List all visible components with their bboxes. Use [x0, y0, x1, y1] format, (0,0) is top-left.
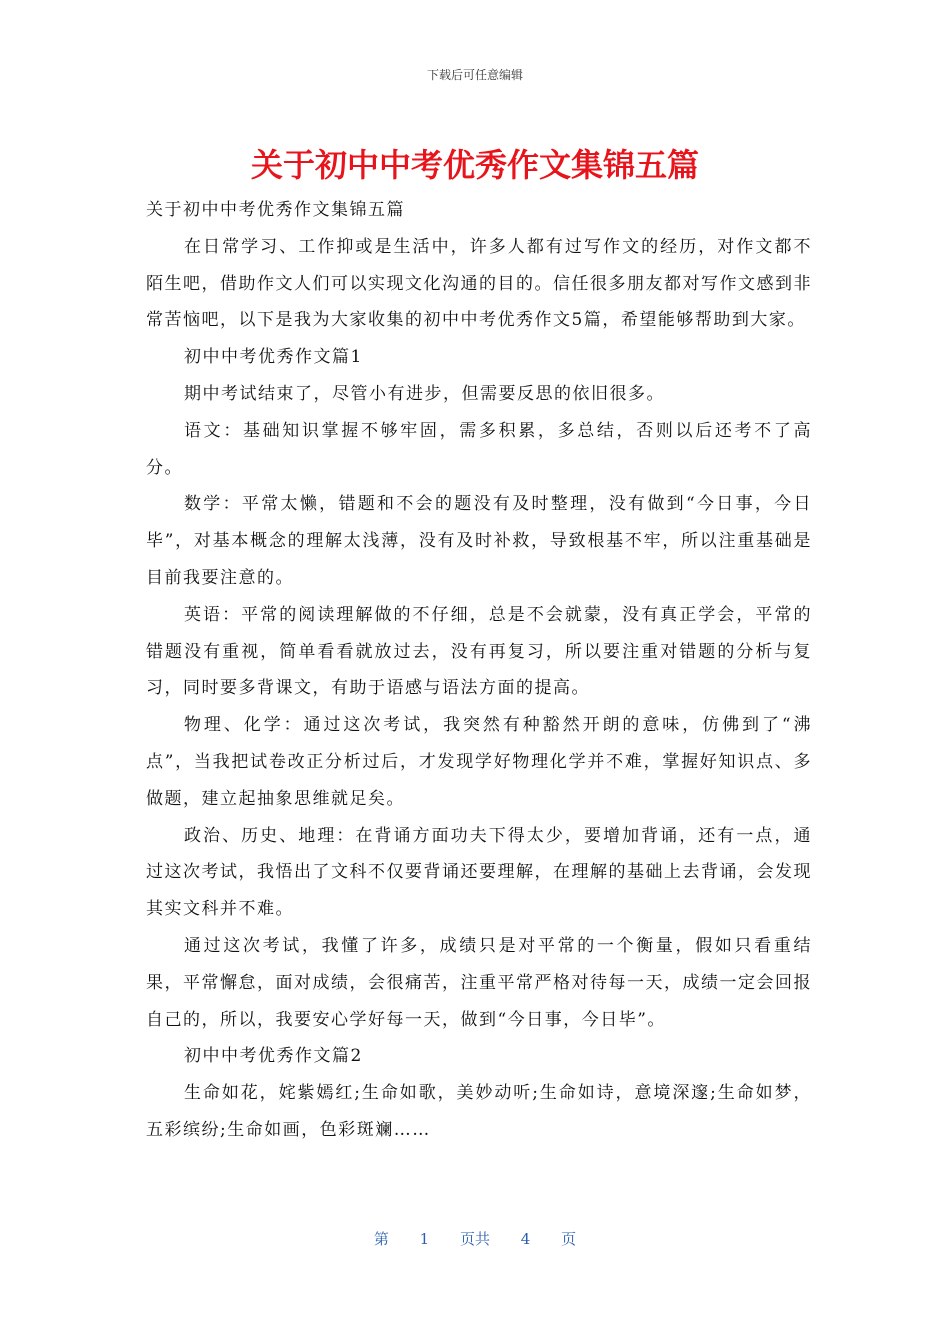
footer-total-word: 页共: [459, 1230, 490, 1248]
paragraph-2: 初中中考优秀作文篇1: [184, 347, 363, 368]
paragraph-6: 英语：平常的阅读理解做的不仔细，总是不会就蒙，没有真正学会，平常的错题没有重视，简单看看就放过去，没有再复习，所以要注重对错题的分析与复习，同时要多背课文，有助于语感与语法方面的提高。: [146, 604, 812, 699]
footer-page-number: 1: [419, 1230, 430, 1248]
paragraph-10: 初中中考优秀作文篇2: [184, 1046, 363, 1067]
document-body: [146, 192, 812, 1149]
header-note: 下载后可任意编辑: [426, 68, 523, 82]
footer-total-pages: 4: [520, 1230, 531, 1248]
paragraph-4: 语文：基础知识掌握不够牢固，需多积累，多总结，否则以后还考不了高分。: [146, 420, 812, 478]
page-footer: [0, 1228, 950, 1249]
paragraph-8: 政治、历史、地理：在背诵方面功夫下得太少，要增加背诵，还有一点，通过这次考试，我悟出了文科不仅要背诵还要理解，在理解的基础上去背诵，会发现其实文科并不难。: [146, 825, 812, 920]
paragraph-5: 数学：平常太懒，错题和不会的题没有及时整理，没有做到“今日事，今日毕”，对基本概念的理解太浅薄，没有及时补救，导致根基不牢，所以注重基础是目前我要注意的。: [146, 494, 812, 588]
paragraph-0: 关于初中中考优秀作文集锦五篇: [146, 200, 405, 220]
paragraph-3: 期中考试结束了，尽管小有进步，但需要反思的依旧很多。: [184, 383, 665, 404]
footer-page-word: 第: [373, 1230, 389, 1248]
footer-page-suffix: 页: [561, 1230, 577, 1248]
paragraph-9: 通过这次考试，我懂了许多，成绩只是对平常的一个衡量，假如只看重结果，平常懈怠，面对成绩，会很痛苦，注重平常严格对待每一天，成绩一定会回报自己的，所以，我要安心学好每一天，做到“今日事，今日毕”。: [146, 935, 812, 1030]
paragraph-11: 生命如花，姹紫嫣红;生命如歌，美妙动听;生命如诗，意境深邃;生命如梦，五彩缤纷;生命如画，色彩斑斓……: [146, 1083, 812, 1140]
paragraph-1: 在日常学习、工作抑或是生活中，许多人都有过写作文的经历，对作文都不陌生吧，借助作文人们可以实现文化沟通的目的。信任很多朋友都对写作文感到非常苦恼吧，以下是我为大家收集的初中中考优秀作文5篇，希望能够帮助到大家。: [146, 236, 812, 331]
paragraph-7: 物理、化学：通过这次考试，我突然有种豁然开朗的意味，仿佛到了“沸点”，当我把试卷改正分析过后，才发现学好物理化学并不难，掌握好知识点、多做题，建立起抽象思维就足矣。: [146, 715, 812, 809]
document-title: 关于初中中考优秀作文集锦五篇: [250, 146, 699, 184]
